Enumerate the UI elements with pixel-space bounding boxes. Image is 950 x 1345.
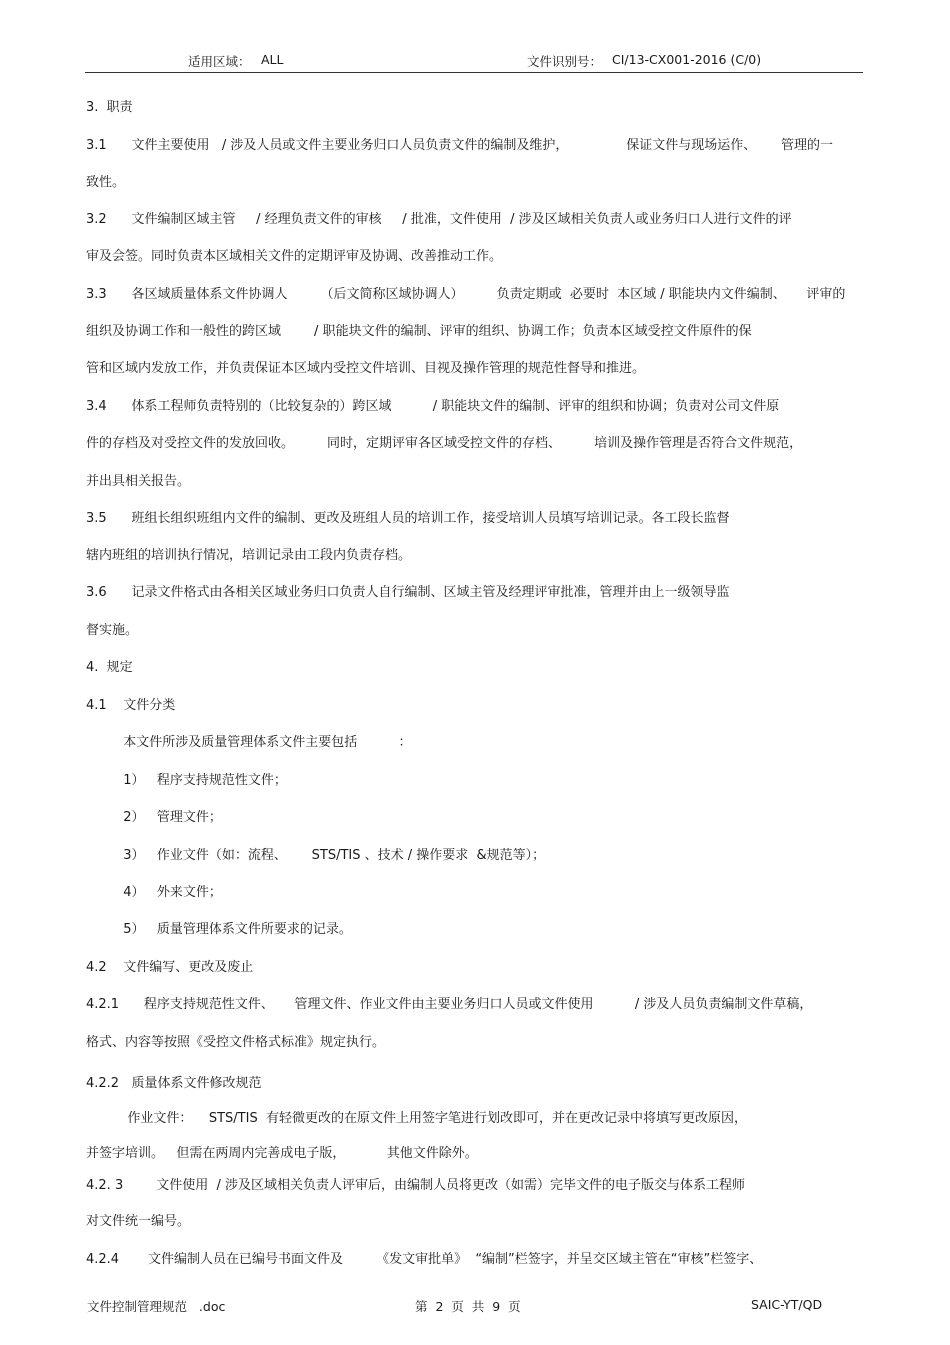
header-divider xyxy=(85,72,863,73)
paragraph-line: 管和区域内发放工作，并负责保证本区域内受控文件培训、目视及操作管理的规范性督导和推进。 xyxy=(86,361,646,376)
area-label: 适用区域： xyxy=(188,54,251,69)
paragraph-line: 4.2. 3 文件使用 / 涉及区域相关负责人评审后，由编制人员将更改（如需）完毕文件的电子版交与体系工程师 xyxy=(86,1178,746,1193)
paragraph-line: 件的存档及对受控文件的发放回收。 同时，定期评审各区域受控文件的存档、 培训及操作管理是否符合文件规范， xyxy=(86,436,803,451)
paragraph-line: 督实施。 xyxy=(86,623,139,638)
paragraph-line: 3.4 体系工程师负责特别的（比较复杂的）跨区域 / 职能块文件的编制、评审的组织和协调；负责对公司文件原 xyxy=(86,399,780,414)
paragraph-line: 3.3 各区域质量体系文件协调人 （后文简称区域协调人） 负责定期或 必要时 本区域 / 职能块内文件编制、 评审的 xyxy=(86,287,846,302)
subsection-heading: 4.2 文件编写、更改及废止 xyxy=(86,960,254,975)
list-item: 3） 作业文件（如：流程、 STS/TIS 、技术 / 操作要求 &规范等）； xyxy=(86,848,546,863)
footer-page-info: 第 2 页 共 9 页 xyxy=(415,1299,521,1314)
paragraph-line: 并出具相关报告。 xyxy=(86,474,191,489)
footer-filename: 文件控制管理规范 .doc xyxy=(87,1299,226,1314)
paragraph-line: 3.2 文件编制区域主管 / 经理负责文件的审核 / 批准，文件使用 / 涉及区域相关负责人或业务归口人进行文件的评 xyxy=(86,212,792,227)
section-heading: 3. 职责 xyxy=(86,100,133,115)
list-item: 2） 管理文件； xyxy=(86,810,222,825)
paragraph-line: 3.6 记录文件格式由各相关区域业务归口负责人自行编制、区域主管及经理评审批准，管理并由上一级领导监 xyxy=(86,585,730,600)
list-item: 1） 程序支持规范性文件； xyxy=(86,773,287,788)
paragraph-line: 3.1 文件主要使用 / 涉及人员或文件主要业务归口人员负责文件的编制及维护， 保证文件与现场运作、 管理的一 xyxy=(86,138,834,153)
doc-id-label: 文件识别号： xyxy=(527,54,603,69)
paragraph-line: 格式、内容等按照《受控文件格式标准》规定执行。 xyxy=(86,1035,386,1050)
paragraph-line: 本文件所涉及质量管理体系文件主要包括 ： xyxy=(86,735,412,750)
paragraph-line: 作业文件： STS/TIS 有轻微更改的在原文件上用签字笔进行划改即可，并在更改记录中将填写更改原因， xyxy=(86,1111,747,1126)
paragraph-line: 4.2.4 文件编制人员在已编号书面文件及 《发文审批单》 “编制”栏签字，并呈交区域主管在“审核”栏签字、 xyxy=(86,1252,763,1267)
list-item: 4） 外来文件； xyxy=(86,885,222,900)
doc-id-value: CI/13-CX001-2016 (C/0) xyxy=(612,52,762,67)
paragraph-line: 致性。 xyxy=(86,175,126,190)
paragraph-line: 并签字培训。 但需在两周内完善成电子版， 其他文件除外。 xyxy=(86,1146,478,1161)
area-value: ALL xyxy=(261,52,284,67)
footer-doc-code: SAIC-YT/QD xyxy=(751,1297,823,1312)
paragraph-line: 辖内班组的培训执行情况，培训记录由工段内负责存档。 xyxy=(86,548,412,563)
section-heading: 4. 规定 xyxy=(86,660,133,675)
subsection-heading: 4.2.2 质量体系文件修改规范 xyxy=(86,1076,262,1091)
paragraph-line: 组织及协调工作和一般性的跨区域 / 职能块文件的编制、评审的组织、协调工作；负责本区域受控文件原件的保 xyxy=(86,324,752,339)
paragraph-line: 对文件统一编号。 xyxy=(86,1214,191,1229)
paragraph-line: 3.5 班组长组织班组内文件的编制、更改及班组人员的培训工作，接受培训人员填写培训记录。各工段长监督 xyxy=(86,511,730,526)
subsection-heading: 4.1 文件分类 xyxy=(86,698,176,713)
paragraph-line: 4.2.1 程序支持规范性文件、 管理文件、作业文件由主要业务归口人员或文件使用 / 涉及人员负责编制文件草稿， xyxy=(86,997,813,1012)
paragraph-line: 审及会签。同时负责本区域相关文件的定期评审及协调、改善推动工作。 xyxy=(86,249,503,264)
list-item: 5） 质量管理体系文件所要求的记录。 xyxy=(86,922,352,937)
